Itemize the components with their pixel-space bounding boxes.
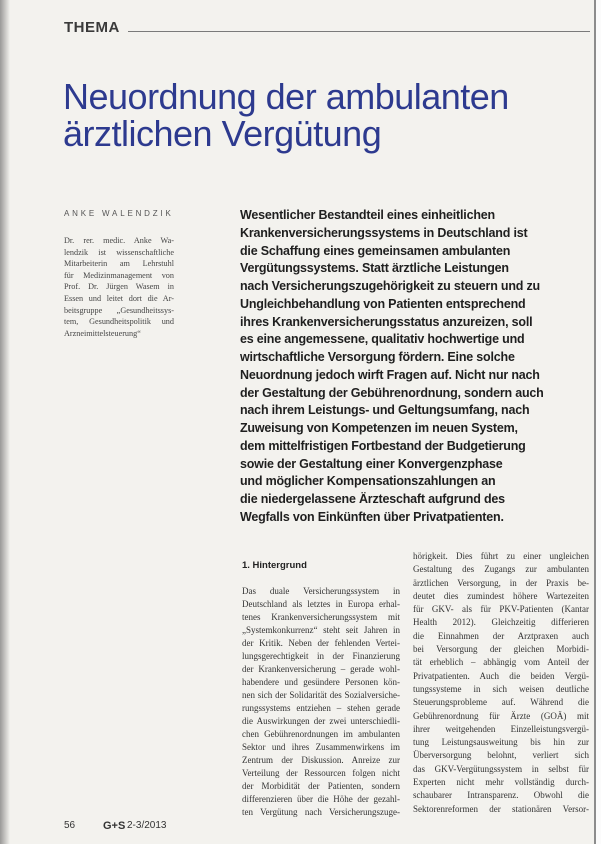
body-line: Verteilung der Ressourcen folgen nicht	[242, 768, 400, 778]
lead-line: Wegfalls von Einkünften über Privatpatienten.	[240, 509, 504, 524]
body-line: Sektor und ihres Zusammenwirkens im	[242, 742, 400, 752]
lead-line: die niedergelassene Ärzteschaft aufgrund des	[240, 492, 505, 506]
body-line: Deutschland als letztes in Europa erhal-	[242, 599, 400, 609]
scan-shadow-left	[0, 0, 10, 844]
journal-name: G+S	[103, 820, 126, 832]
body-line: die Auswirkungen der zwei unterschiedli-	[242, 716, 400, 726]
lead-line: Ungleichbehandlung von Patienten entsprechend	[240, 296, 526, 311]
bio-line: beitsgruppe „Gesundheitssys-	[64, 305, 174, 315]
lead-line: ihres Krankenversicherungsstatus anzureizen, soll	[240, 314, 533, 329]
lead-paragraph	[240, 207, 545, 527]
body-column-2	[413, 550, 589, 816]
article-title	[63, 78, 509, 152]
body-line: Gestaltung des Zugangs zur ambulanten	[413, 564, 589, 575]
body-line: nen sich der Solidarität des Sozialversiche-	[242, 690, 400, 700]
body-line: der Morbidität der Patienten, sondern	[242, 781, 400, 791]
bio-line: Prof. Dr. Jürgen Wasem in	[64, 282, 174, 292]
body-line: ten Vergütung nach Versicherungszuge-	[242, 807, 400, 817]
section-label: THEMA	[64, 19, 120, 36]
body-line: „Systemkonkurrenz“ steht seit Jahren in	[242, 625, 400, 635]
bio-line: Arzneimittelsteuerung“	[64, 328, 141, 338]
lead-line: dem mittelfristigen Fortbestand der Budgetierung	[240, 438, 526, 453]
body-line: bei Versorgung der gleichen Morbidi-	[413, 644, 589, 655]
body-line: deutet dies zumindest höhere Wartezeiten	[413, 590, 589, 601]
lead-line: Wesentlicher Bestandteil eines einheitlichen	[240, 208, 495, 222]
body-line: tenes Krankenversicherungssystem mit	[242, 612, 400, 622]
lead-line: nach Versicherungszugehörigkeit zu steuern und zu	[240, 279, 540, 293]
body-line: Privatpatienten. Auch die beiden Vergü-	[413, 670, 589, 681]
body-line: differenzieren über die Höhe der gezahl-	[242, 794, 400, 804]
title-line: Neuordnung der ambulanten	[63, 76, 509, 117]
scan-margin-right	[596, 0, 601, 844]
bio-line: Essen und leitet dort die Ar-	[64, 293, 174, 303]
lead-line: wirtschaftliche Versorgung fördern. Eine solche	[240, 350, 515, 364]
lead-line: sowie der Gestaltung einer Konvergenzphase	[240, 456, 503, 471]
body-line: lungsgerechtigkeit in der Finanzierung	[242, 651, 400, 661]
lead-line: der Gestaltung der Gebührenordnung, sondern auch	[240, 385, 544, 400]
body-line: der Krankenversicherung – gerade wohl-	[242, 664, 400, 674]
body-line: Experten nicht mehr vollständig durch-	[413, 777, 589, 788]
body-line: Health 2012). Gleichzeitig differieren	[413, 617, 589, 628]
bio-line: lendzik ist wissenschaftliche	[64, 247, 174, 257]
body-line: tungssysteme in sich weisen deutliche	[413, 683, 589, 694]
author-name: ANKE WALENDZIK	[64, 209, 174, 218]
body-line: für GKV- als für PKV-Patienten (Kantar	[413, 604, 589, 615]
title-line: ärztlichen Vergütung	[63, 113, 382, 154]
body-line: Das duale Versicherungssystem in	[242, 586, 400, 596]
body-line: Gebührenordnung für Ärzte (GOÄ) mit	[413, 710, 589, 721]
lead-line: Vergütungssystems. Statt ärztliche Leistungen	[240, 261, 509, 276]
lead-line: Zuweisung von Kompetenzen im neuen System,	[240, 421, 518, 435]
lead-line: nach ihrem Leistungs- und Geltungsumfang, nach	[240, 403, 530, 418]
body-column-1	[242, 585, 400, 819]
bio-line: Dr. rer. medic. Anke Wa-	[64, 236, 174, 245]
lead-line: und möglicher Kompensationszahlungen an	[240, 474, 496, 489]
body-line: tung Leistungsausweitung bis hin zur	[413, 737, 589, 748]
body-line: Überversorgung belohnt, verliert sich	[413, 750, 589, 761]
body-line: Sektorenreformen der stationären Versor-	[413, 803, 589, 814]
body-line: hörigkeit. Dies führt zu einer ungleichen	[413, 551, 589, 561]
body-line: chen Gebührenordnungen im ambulanten	[242, 729, 400, 739]
lead-line: Neuordnung jedoch wirft Fragen auf. Nicht nur nach	[240, 367, 540, 382]
issue-number: 2-3/2013	[127, 820, 167, 831]
body-line: das GKV-Vergütungssystem in selbst für	[413, 763, 589, 774]
body-line: tät erheblich – abhängig vom Anteil der	[413, 657, 589, 668]
body-line: der Kritik. Neben der fehlenden Vertei-	[242, 638, 400, 648]
body-line: Steuerungsprobleme auf. Während die	[413, 697, 589, 708]
bio-line: tem, Gesundheitspolitik und	[64, 317, 174, 327]
bio-line: Mitarbeiterin am Lehrstuhl	[64, 259, 174, 269]
body-line: rungssystems entziehen – stehen gerade	[242, 703, 400, 713]
body-line: Zentrum der Diskussion. Anreize zur	[242, 755, 400, 765]
lead-line: Krankenversicherungssystems in Deutschland ist	[240, 225, 528, 240]
bio-line: für Medizinmanagement von	[64, 270, 174, 280]
lead-line: die Schaffung eines gemeinsamen ambulanten	[240, 243, 511, 258]
lead-line: es eine angemessene, qualitativ hochwertige und	[240, 332, 525, 347]
author-bio	[64, 235, 174, 339]
body-line: schaubarer Intransparenz. Obwohl die	[413, 790, 589, 801]
body-line: ärztlichen Versorgung, in der Praxis be-	[413, 577, 589, 588]
header-rule	[128, 31, 590, 32]
page-number: 56	[64, 820, 76, 831]
body-line: die Einnahmen der Arztpraxen auch	[413, 630, 589, 641]
body-line: ihrer weitgehenden Einzelleistungsvergü-	[413, 723, 589, 734]
body-line: habendere und gesündere Personen kön-	[242, 677, 400, 687]
section-heading: 1. Hintergrund	[242, 560, 307, 571]
